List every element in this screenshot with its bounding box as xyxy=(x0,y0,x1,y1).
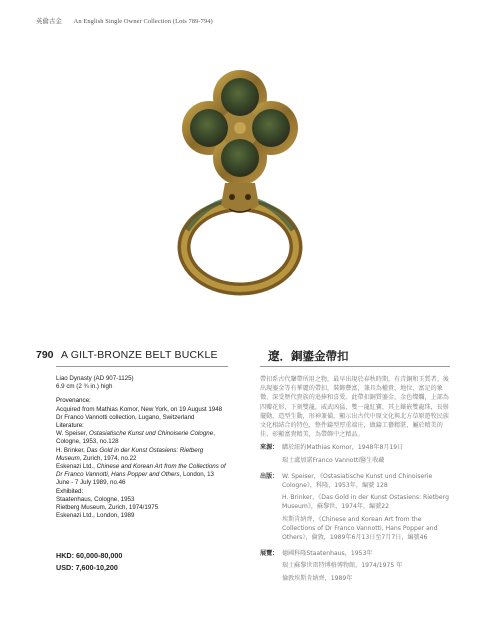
literature-item: W. Speiser, Ostasiatische Kunst und Chinoiserie Cologne, Cologne, 1953, no.128 xyxy=(56,430,215,446)
running-header-en: An English Single Owner Collection (Lots 789-794) xyxy=(73,18,213,25)
literature-item: H. Brinker, Das Gold in der Kunst Ostasiens: Rietberg Museum, Zurich, 1974, no.22 xyxy=(56,446,204,462)
running-header-cn: 英倫古金 xyxy=(36,18,62,25)
estimate-hkd: HKD: 60,000-80,000 xyxy=(56,551,123,560)
lot-details-en xyxy=(56,375,228,520)
exhibited-cn xyxy=(260,549,450,586)
provenance-cn-item: 購於紐約Mathias Komor，1948年8月19日 xyxy=(282,444,404,452)
dragon-head xyxy=(221,183,259,213)
provenance-item: Acquired from Mathias Komor, New York, on 19 August 1948 xyxy=(56,405,223,413)
provenance-cn xyxy=(260,443,450,467)
lot-details-cn xyxy=(260,375,450,586)
exhibited-item: Eskenazi Ltd., London, 1989 xyxy=(56,512,135,520)
estimate-usd: USD: 7,600-10,200 xyxy=(56,563,118,572)
divider-right xyxy=(260,366,450,367)
exhibited-cn-item: 倫敦埃斯肯納齊，1989年 xyxy=(282,574,353,582)
dimensions: 6.9 cm (2 ¾ in.) high xyxy=(56,383,113,391)
buckle-ring xyxy=(184,200,296,289)
provenance-cn-item: 瑞士盧加諾Franco Vannotti醫生收藏 xyxy=(282,456,385,464)
quatrefoil-plaque xyxy=(182,70,298,185)
literature-heading: Literature: xyxy=(56,422,84,430)
lot-title: A GILT-BRONZE BELT BUCKLE xyxy=(61,349,218,361)
exhibited-item: Rietberg Museum, Zurich, 1974/1975 xyxy=(56,504,159,512)
literature-cn-item: W. Speiser，《Ostasiatische Kunst und Chinoiserie Cologne》，科隆，1953年，編號 128 xyxy=(282,472,433,490)
divider-left xyxy=(56,366,228,367)
literature-cn-item: H. Brinker，《Das Gold in der Kunst Ostasiens: Rietberg Museum》，蘇黎世，1974年，編號22 xyxy=(282,494,449,511)
literature-label-cn: 出版： xyxy=(260,472,279,480)
provenance-label-cn: 來源： xyxy=(260,444,279,452)
belt-buckle-photo xyxy=(165,65,315,305)
exhibited-item: Staatenhaus, Cologne, 1953 xyxy=(56,495,135,503)
literature-item: Eskenazi Ltd., Chinese and Korean Art from the Collections of Dr Franco Vannotti, Hans Popper and Others, London, 13 June - 7 July 1989, no.46 xyxy=(56,463,226,487)
exhibited-cn-item: 德國科隆Staatenhaus，1953年 xyxy=(282,550,373,558)
exhibited-heading: Exhibited: xyxy=(56,487,84,495)
exhibited-cn-item: 瑞士蘇黎世雷特博格博物館，1974/1975 年 xyxy=(282,562,403,570)
exhibited-label-cn: 展覽： xyxy=(260,550,279,558)
dynasty: Liao Dynasty (AD 907-1125) xyxy=(56,375,134,382)
literature-cn-item: 埃斯肯納齊，《Chinese and Korean Art from the Collections of Dr Franco Vannotti, Hans Popper and Others》，倫敦，1989年6月13日至7月7日，編號46 xyxy=(282,515,438,542)
description-cn: 帶扣系古代鞶帶所用之物，最早出現於春秋時期，有青銅和玉質者。後出現鎏金等有華麗的帶扣，裝飾豐富，兼具為權貴、地位、富足的象徵，深受歷代貴族的追捧和喜愛。此帶扣銅質鎏金，金色燦爛，上部為四瓣花形，下刻雙龍，威武凶猛，雙一龍紅寶，其上鑲嵌雙龍珠，長鬃擺動，造型生動，形神兼備，顯示出古代中原文化與北方草原遊牧民族文化相結合的特色，整件鑄型厚重端庄，做鑄工藝精湛，屬於精美的佳，彰顯富貴精美，為帶飾中之精品。 xyxy=(260,376,449,439)
lot-title-cn: 遼．銅鎏金帶扣 xyxy=(268,349,349,363)
provenance-item: Dr Franco Vannotti collection, Lugano, Switzerland xyxy=(56,413,195,421)
literature-cn xyxy=(260,472,450,545)
lot-heading xyxy=(36,349,444,367)
lot-number: 790 xyxy=(36,349,54,361)
running-header xyxy=(36,16,223,25)
provenance-heading: Provenance: xyxy=(56,397,91,405)
